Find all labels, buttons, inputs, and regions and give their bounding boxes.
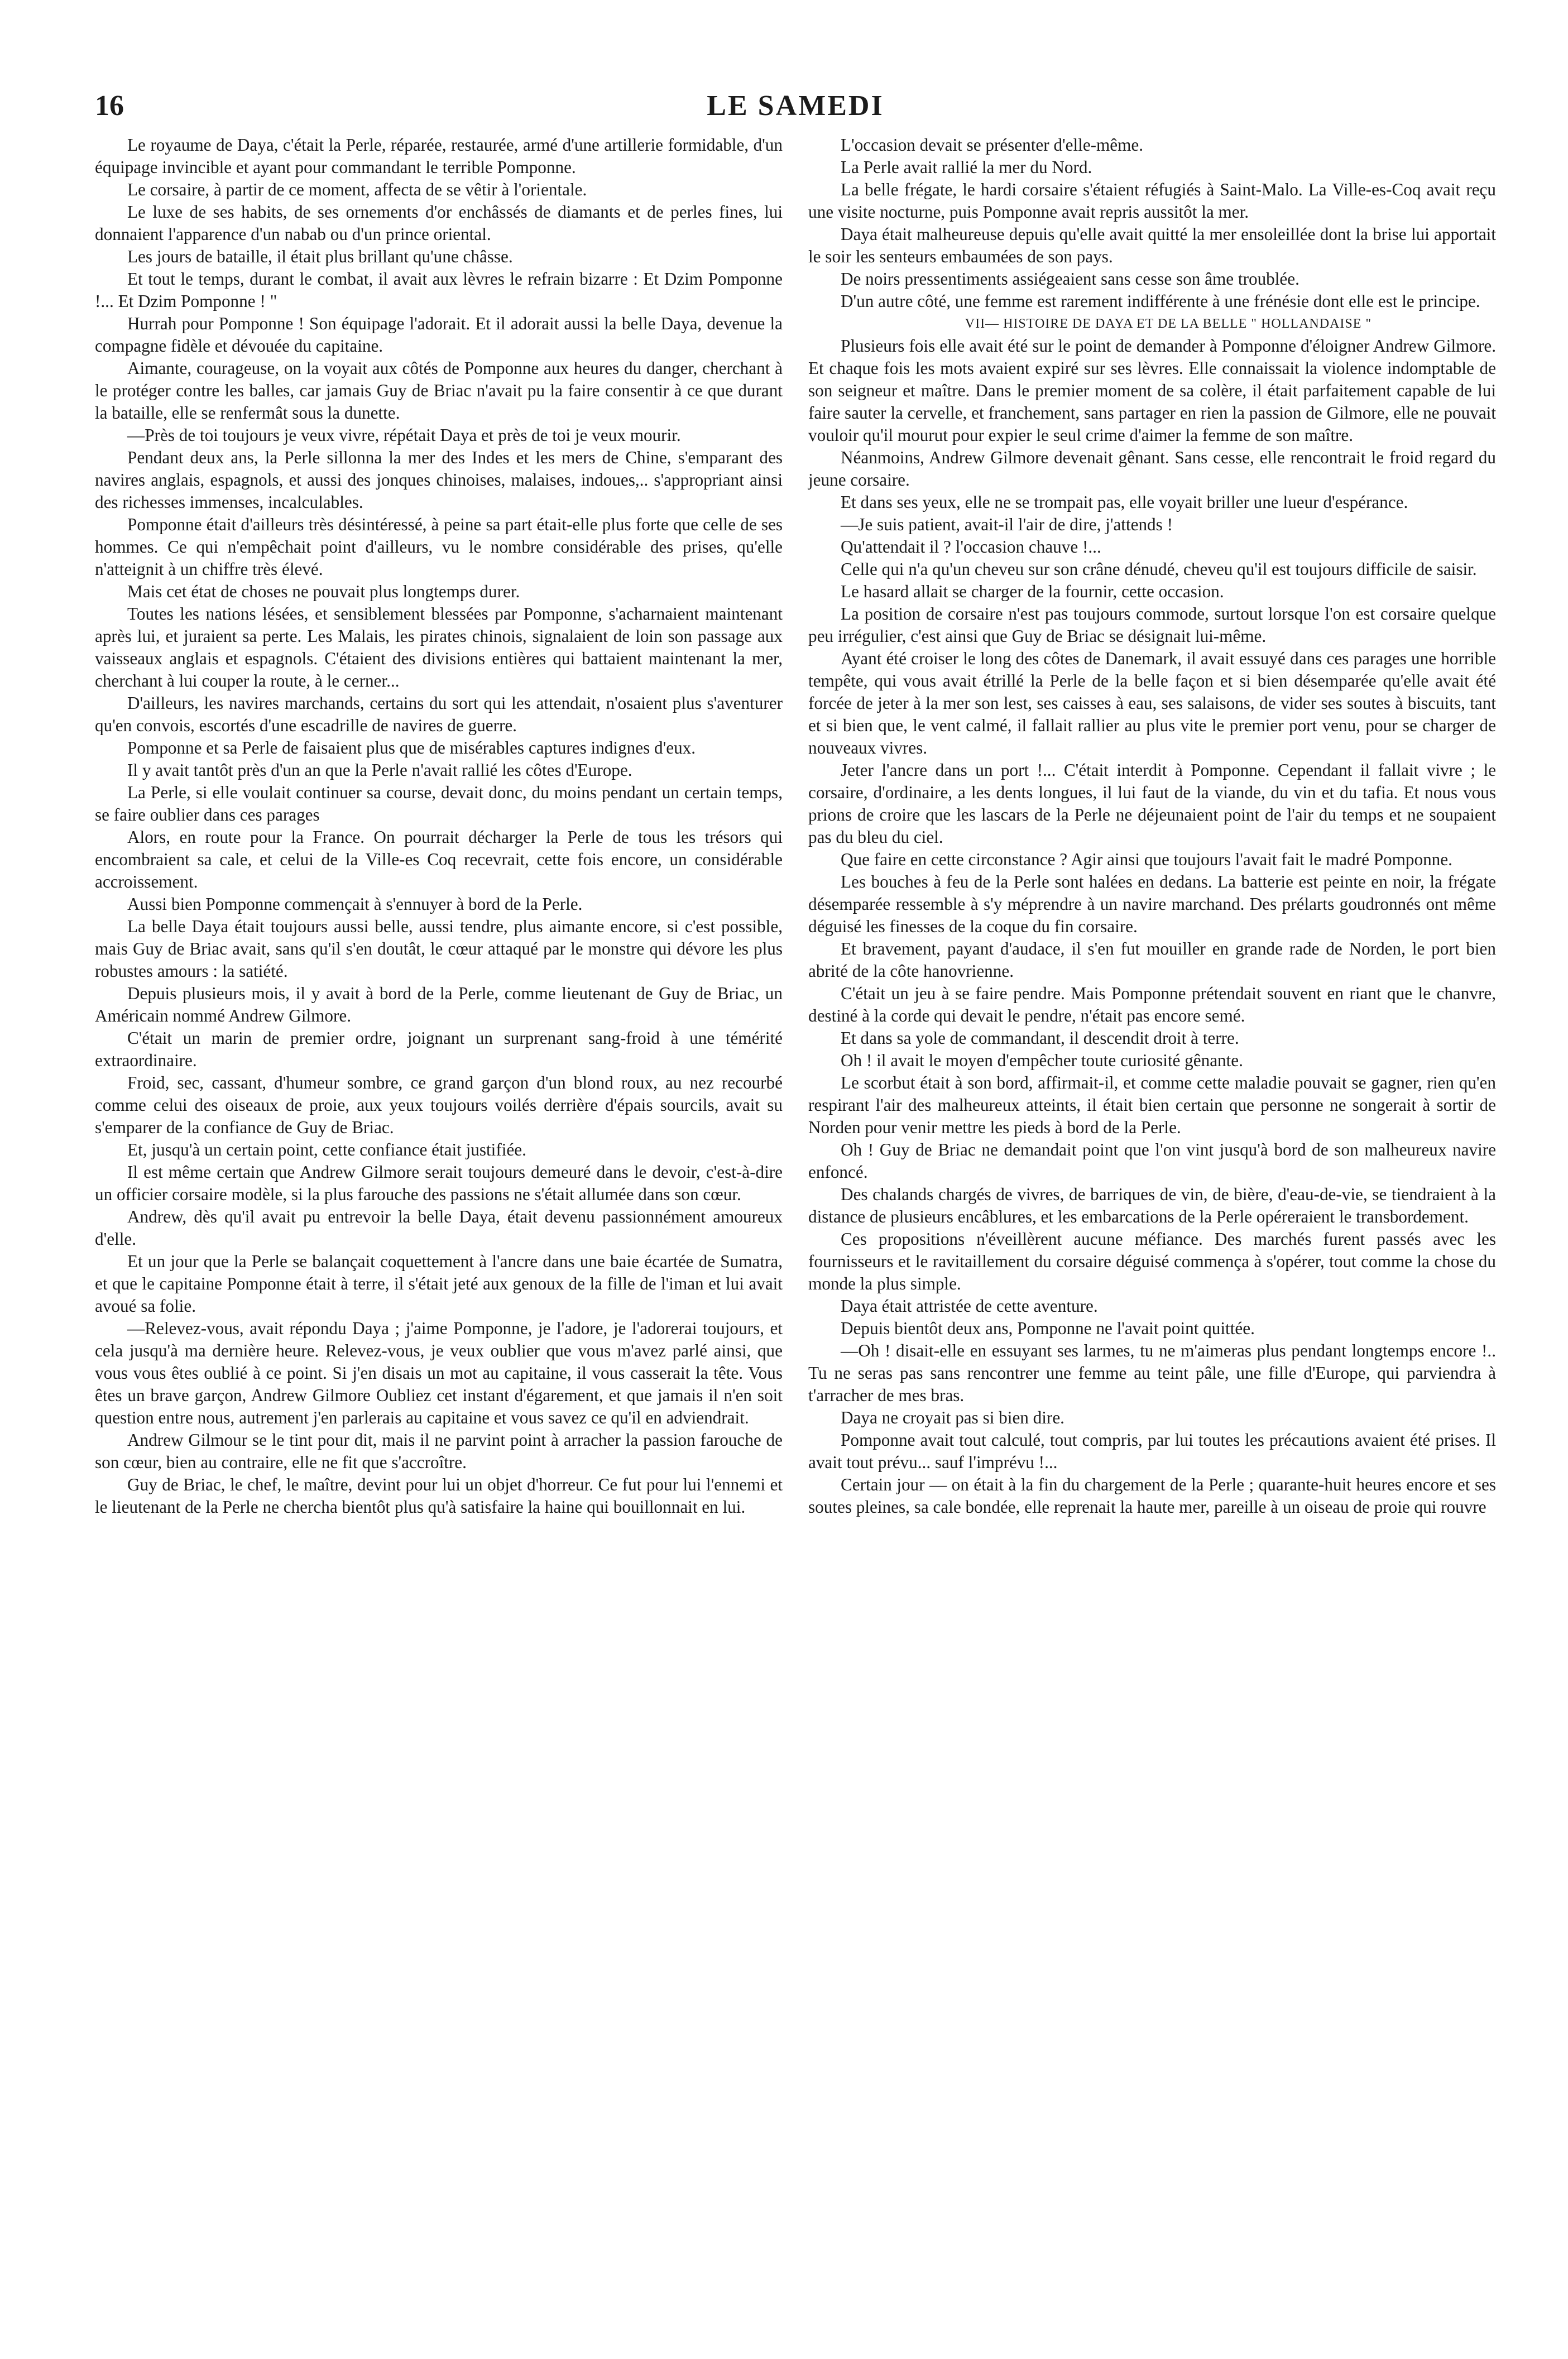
- paragraph: Andrew, dès qu'il avait pu entrevoir la belle Daya, était devenu passionnément amoureux d'elle.: [95, 1207, 783, 1249]
- paragraph: La Perle, si elle voulait continuer sa course, devait donc, du moins pendant un certain temps, se faire oublier dans ces parages: [95, 783, 783, 824]
- paragraph: Pendant deux ans, la Perle sillonna la mer des Indes et les mers de Chine, s'emparant des navires anglais, espagnols, et aussi des jonques chinoises, malaises, indoues,.. s'appropriant ainsi des richesses immenses, incalculables.: [95, 448, 783, 512]
- paragraph: Jeter l'ancre dans un port !... C'était interdit à Pomponne. Cependant il fallait vivre ; le corsaire, d'ordinaire, a les dents longues, il lui faut de la viande, du vin et du tafia. Et nous vous prions de croire que les lascars de la Perle ne déjeunaient point de l'air du temps et ne soupaient pas du bleu du ciel.: [808, 760, 1496, 847]
- paragraph: La belle Daya était toujours aussi belle, aussi tendre, plus aimante encore, si c'est possible, mais Guy de Briac avait, sans qu'il s'en doutât, le cœur attaqué par le monstre qui dévore les plus robustes amours : la satiété.: [95, 917, 783, 981]
- left-column: [95, 134, 783, 1518]
- paragraph: —Près de toi toujours je veux vivre, répétait Daya et près de toi je veux mourir.: [127, 425, 681, 445]
- paragraph: Ces propositions n'éveillèrent aucune méfiance. Des marchés furent passés avec les fournisseurs et le ravitaillement du corsaire déguisé commença à s'opérer, tout comme la chose du monde la plus simple.: [808, 1229, 1496, 1293]
- paragraph: Et dans sa yole de commandant, il descendit droit à terre.: [841, 1028, 1239, 1048]
- paragraph: Daya ne croyait pas si bien dire.: [841, 1408, 1064, 1427]
- paragraph: D'ailleurs, les navires marchands, certains du sort qui les attendait, n'osaient plus s'aventurer qu'en convois, escortés d'une escadrille de navires de guerre.: [95, 693, 783, 735]
- paragraph: Daya était attristée de cette aventure.: [841, 1296, 1098, 1316]
- paragraph: Pomponne avait tout calculé, tout compris, par lui toutes les précautions avaient été prises. Il avait tout prévu... sauf l'imprévu !...: [808, 1430, 1496, 1472]
- paragraph: Les bouches à feu de la Perle sont halées en dedans. La batterie est peinte en noir, la frégate désemparée ressemble à s'y méprendre à un navire marchand. Des prélarts goudronnés ont même déguisé les finesses de la coque du fin corsaire.: [808, 872, 1496, 936]
- paragraph: Daya était malheureuse depuis qu'elle avait quitté la mer ensoleillée dont la brise lui apportait le soir les senteurs embaumées de son pays.: [808, 224, 1496, 266]
- paragraph: Qu'attendait il ? l'occasion chauve !...: [841, 537, 1101, 557]
- paragraph: Néanmoins, Andrew Gilmore devenait gênant. Sans cesse, elle rencontrait le froid regard du jeune corsaire.: [808, 448, 1496, 490]
- paragraph: Oh ! Guy de Briac ne demandait point que l'on vint jusqu'à bord de son malheureux navire enfoncé.: [808, 1140, 1496, 1182]
- paragraph: Mais cet état de choses ne pouvait plus longtemps durer.: [127, 582, 520, 601]
- paragraph: Des chalands chargés de vivres, de barriques de vin, de bière, d'eau-de-vie, se tiendraient à la distance de plusieurs encâblures, et les embarcations de la Perle opéreraient le transbordement.: [808, 1185, 1496, 1226]
- paragraph: Celle qui n'a qu'un cheveu sur son crâne dénudé, cheveu qu'il est toujours difficile de saisir.: [841, 559, 1477, 579]
- paragraph: Plusieurs fois elle avait été sur le point de demander à Pomponne d'éloigner Andrew Gilmore. Et chaque fois les mots avaient expiré sur ses lèvres. Elle connaissait la violence indomptable de son seigneur et maître. Dans le premier moment de sa colère, il était parfaitement capable de lui faire sauter la cervelle, et franchement, sans partager en rien la passion de Gilmore, elle ne pouvait vouloir qu'il mourut pour expier le seul crime d'aimer la femme de son maître.: [808, 336, 1496, 445]
- paragraph: Et bravement, payant d'audace, il s'en fut mouiller en grande rade de Norden, le port bien abrité de la côte hanovrienne.: [808, 939, 1496, 981]
- paragraph: Andrew Gilmour se le tint pour dit, mais il ne parvint point à arracher la passion farouche de son cœur, bien au contraire, elle ne fit que s'accroître.: [95, 1430, 783, 1472]
- paragraph: Alors, en route pour la France. On pourrait décharger la Perle de tous les trésors qui encombraient sa cale, et celui de la Ville-es Coq recevrait, cette fois encore, un considérable accroissement.: [95, 827, 783, 891]
- paragraph: Et tout le temps, durant le combat, il avait aux lèvres le refrain bizarre : Et Dzim Pomponne !... Et Dzim Pomponne ! ": [95, 269, 783, 311]
- section-heading: VII— HISTOIRE DE DAYA ET DE LA BELLE " HOLLANDAISE ": [965, 317, 1372, 331]
- paragraph: C'était un marin de premier ordre, joignant un surprenant sang-froid à une témérité extraordinaire.: [95, 1028, 783, 1070]
- paragraph: Depuis bientôt deux ans, Pomponne ne l'avait point quittée.: [841, 1318, 1255, 1338]
- paragraph: Le royaume de Daya, c'était la Perle, réparée, restaurée, armé d'une artillerie formidable, d'un équipage invincible et ayant pour commandant le terrible Pomponne.: [95, 135, 783, 177]
- running-title: LE SAMEDI: [707, 90, 884, 122]
- paragraph: Pomponne et sa Perle de faisaient plus que de misérables captures indignes d'eux.: [127, 738, 696, 757]
- paragraph: Aussi bien Pomponne commençait à s'ennuyer à bord de la Perle.: [127, 894, 583, 914]
- paragraph: Les jours de bataille, il était plus brillant qu'une châsse.: [127, 247, 513, 266]
- paragraph: Et dans ses yeux, elle ne se trompait pas, elle voyait briller une lueur d'espérance.: [841, 492, 1408, 512]
- paragraph: Pomponne était d'ailleurs très désintéressé, à peine sa part était-elle plus forte que celle de ses hommes. Ce qui n'empêchait point d'ailleurs, vu le nombre considérable des prises, qu'elle n'atteignit à un chiffre très élevé.: [95, 515, 783, 579]
- paragraph: Oh ! il avait le moyen d'empêcher toute curiosité gênante.: [841, 1051, 1243, 1070]
- paragraph: C'était un jeu à se faire pendre. Mais Pomponne prétendait souvent en riant que le chanvre, destiné à la corde qui devait le pendre, n'était pas encore semé.: [808, 984, 1496, 1025]
- paragraph: Que faire en cette circonstance ? Agir ainsi que toujours l'avait fait le madré Pomponne.: [841, 850, 1452, 869]
- paragraph: —Oh ! disait-elle en essuyant ses larmes, tu ne m'aimeras plus pendant longtemps encore !.. Tu ne seras pas sans rencontrer une femme au teint pâle, une fille d'Europe, qui parviendra à t'arracher de mes bras.: [808, 1341, 1496, 1405]
- page-number: 16: [95, 90, 124, 122]
- paragraph: Ayant été croiser le long des côtes de Danemark, il avait essuyé dans ces parages une horrible tempête, qui vous avait étrillé la Perle de la belle façon et si bien désemparée qu'elle avait été forcée de jeter à la mer son lest, ses caisses à eau, ses salaisons, de vider ses soutes à biscuits, tant et si bien que, le vent calmé, il fallait rallier au plus vite le premier port venu, pour se charger de nouveaux vivres.: [808, 649, 1496, 757]
- paragraph: Le luxe de ses habits, de ses ornements d'or enchâssés de diamants et de perles fines, lui donnaient l'apparence d'un nabab ou d'un prince oriental.: [95, 202, 783, 244]
- paragraph: Depuis plusieurs mois, il y avait à bord de la Perle, comme lieutenant de Guy de Briac, un Américain nommé Andrew Gilmore.: [95, 984, 783, 1025]
- paragraph: La position de corsaire n'est pas toujours commode, surtout lorsque l'on est corsaire quelque peu irrégulier, c'est ainsi que Guy de Briac se désignait lui-même.: [808, 604, 1496, 646]
- page-header: [95, 89, 1496, 140]
- paragraph: Le scorbut était à son bord, affirmait-il, et comme cette maladie pouvait se gagner, rien qu'en respirant l'air des malheureux atteints, il était bien certain que personne ne songerait à sortir de Norden pour venir mettre les pieds à bord de la Perle.: [808, 1073, 1496, 1137]
- paragraph: Il y avait tantôt près d'un an que la Perle n'avait rallié les côtes d'Europe.: [127, 760, 632, 780]
- paragraph: D'un autre côté, une femme est rarement indifférente à une frénésie dont elle est le principe.: [841, 291, 1480, 311]
- paragraph: Hurrah pour Pomponne ! Son équipage l'adorait. Et il adorait aussi la belle Daya, devenue la compagne fidèle et dévouée du capitaine.: [95, 314, 783, 356]
- paragraph: La belle frégate, le hardi corsaire s'étaient réfugiés à Saint-Malo. La Ville-es-Coq avait reçu une visite nocturne, puis Pomponne avait repris aussitôt la mer.: [808, 180, 1496, 222]
- paragraph: —Relevez-vous, avait répondu Daya ; j'aime Pomponne, je l'adore, je l'adorerai toujours, et cela jusqu'à ma dernière heure. Relevez-vous, je veux oublier que vous m'avez parlé ainsi, que vous vous êtes oublié à ce point. Si j'en disais un mot au capitaine, il vous casserait la tête. Vous êtes un brave garçon, Andrew Gilmore Oubliez cet instant d'égarement, et que jamais il n'en soit question entre nous, autrement j'en parlerais au capitaine et vous savez ce qu'il en adviendrait.: [95, 1318, 783, 1427]
- paragraph: Toutes les nations lésées, et sensiblement blessées par Pomponne, s'acharnaient maintenant après lui, et juraient sa perte. Les Malais, les pirates chinois, signalaient de loin son passage aux vaisseaux anglais et espagnols. C'étaient des divisions entières qui battaient maintenant la mer, cherchant à lui couper la route, à le cerner...: [95, 604, 783, 691]
- paragraph: Il est même certain que Andrew Gilmore serait toujours demeuré dans le devoir, c'est-à-dire un officier corsaire modèle, si la plus farouche des passions ne s'était allumée dans son cœur.: [95, 1162, 783, 1204]
- right-column-after-heading: [808, 335, 1496, 1518]
- paragraph: Et, jusqu'à un certain point, cette confiance était justifiée.: [127, 1140, 526, 1159]
- paragraph: Le hasard allait se charger de la fournir, cette occasion.: [841, 582, 1224, 601]
- paragraph: Et un jour que la Perle se balançait coquettement à l'ancre dans une baie écartée de Sumatra, et que le capitaine Pomponne était à terre, il s'était jeté aux genoux de la fille de l'iman et lui avait avoué sa folie.: [95, 1252, 783, 1316]
- paragraph: Certain jour — on était à la fin du chargement de la Perle ; quarante-huit heures encore et ses soutes pleines, sa cale bondée, elle reprenait la haute mer, pareille à un oiseau de proie qui rouvre: [808, 1475, 1496, 1517]
- paragraph: La Perle avait rallié la mer du Nord.: [841, 157, 1092, 177]
- paragraph: De noirs pressentiments assiégeaient sans cesse son âme troublée.: [841, 269, 1300, 289]
- paragraph: L'occasion devait se présenter d'elle-même.: [841, 135, 1144, 155]
- paragraph: Aimante, courageuse, on la voyait aux côtés de Pomponne aux heures du danger, cherchant à le protéger contre les balles, car jamais Guy de Briac n'avait pu la faire consentir à ce que durant la bataille, elle se renfermât sous la dunette.: [95, 358, 783, 423]
- paragraph: —Je suis patient, avait-il l'air de dire, j'attends !: [841, 515, 1173, 534]
- right-column: [808, 134, 1496, 1518]
- right-column-before-heading: [808, 134, 1496, 313]
- paragraph: Le corsaire, à partir de ce moment, affecta de se vêtir à l'orientale.: [127, 180, 587, 199]
- paragraph: Froid, sec, cassant, d'humeur sombre, ce grand garçon d'un blond roux, au nez recourbé comme celui des oiseaux de proie, aux yeux toujours voilés derrière d'épais sourcils, avait su s'emparer de la confiance de Guy de Briac.: [95, 1073, 783, 1137]
- paragraph: Guy de Briac, le chef, le maître, devint pour lui un objet d'horreur. Ce fut pour lui l'ennemi et le lieutenant de la Perle ne chercha bientôt plus qu'à satisfaire la haine qui bouillonnait en lui.: [95, 1475, 783, 1517]
